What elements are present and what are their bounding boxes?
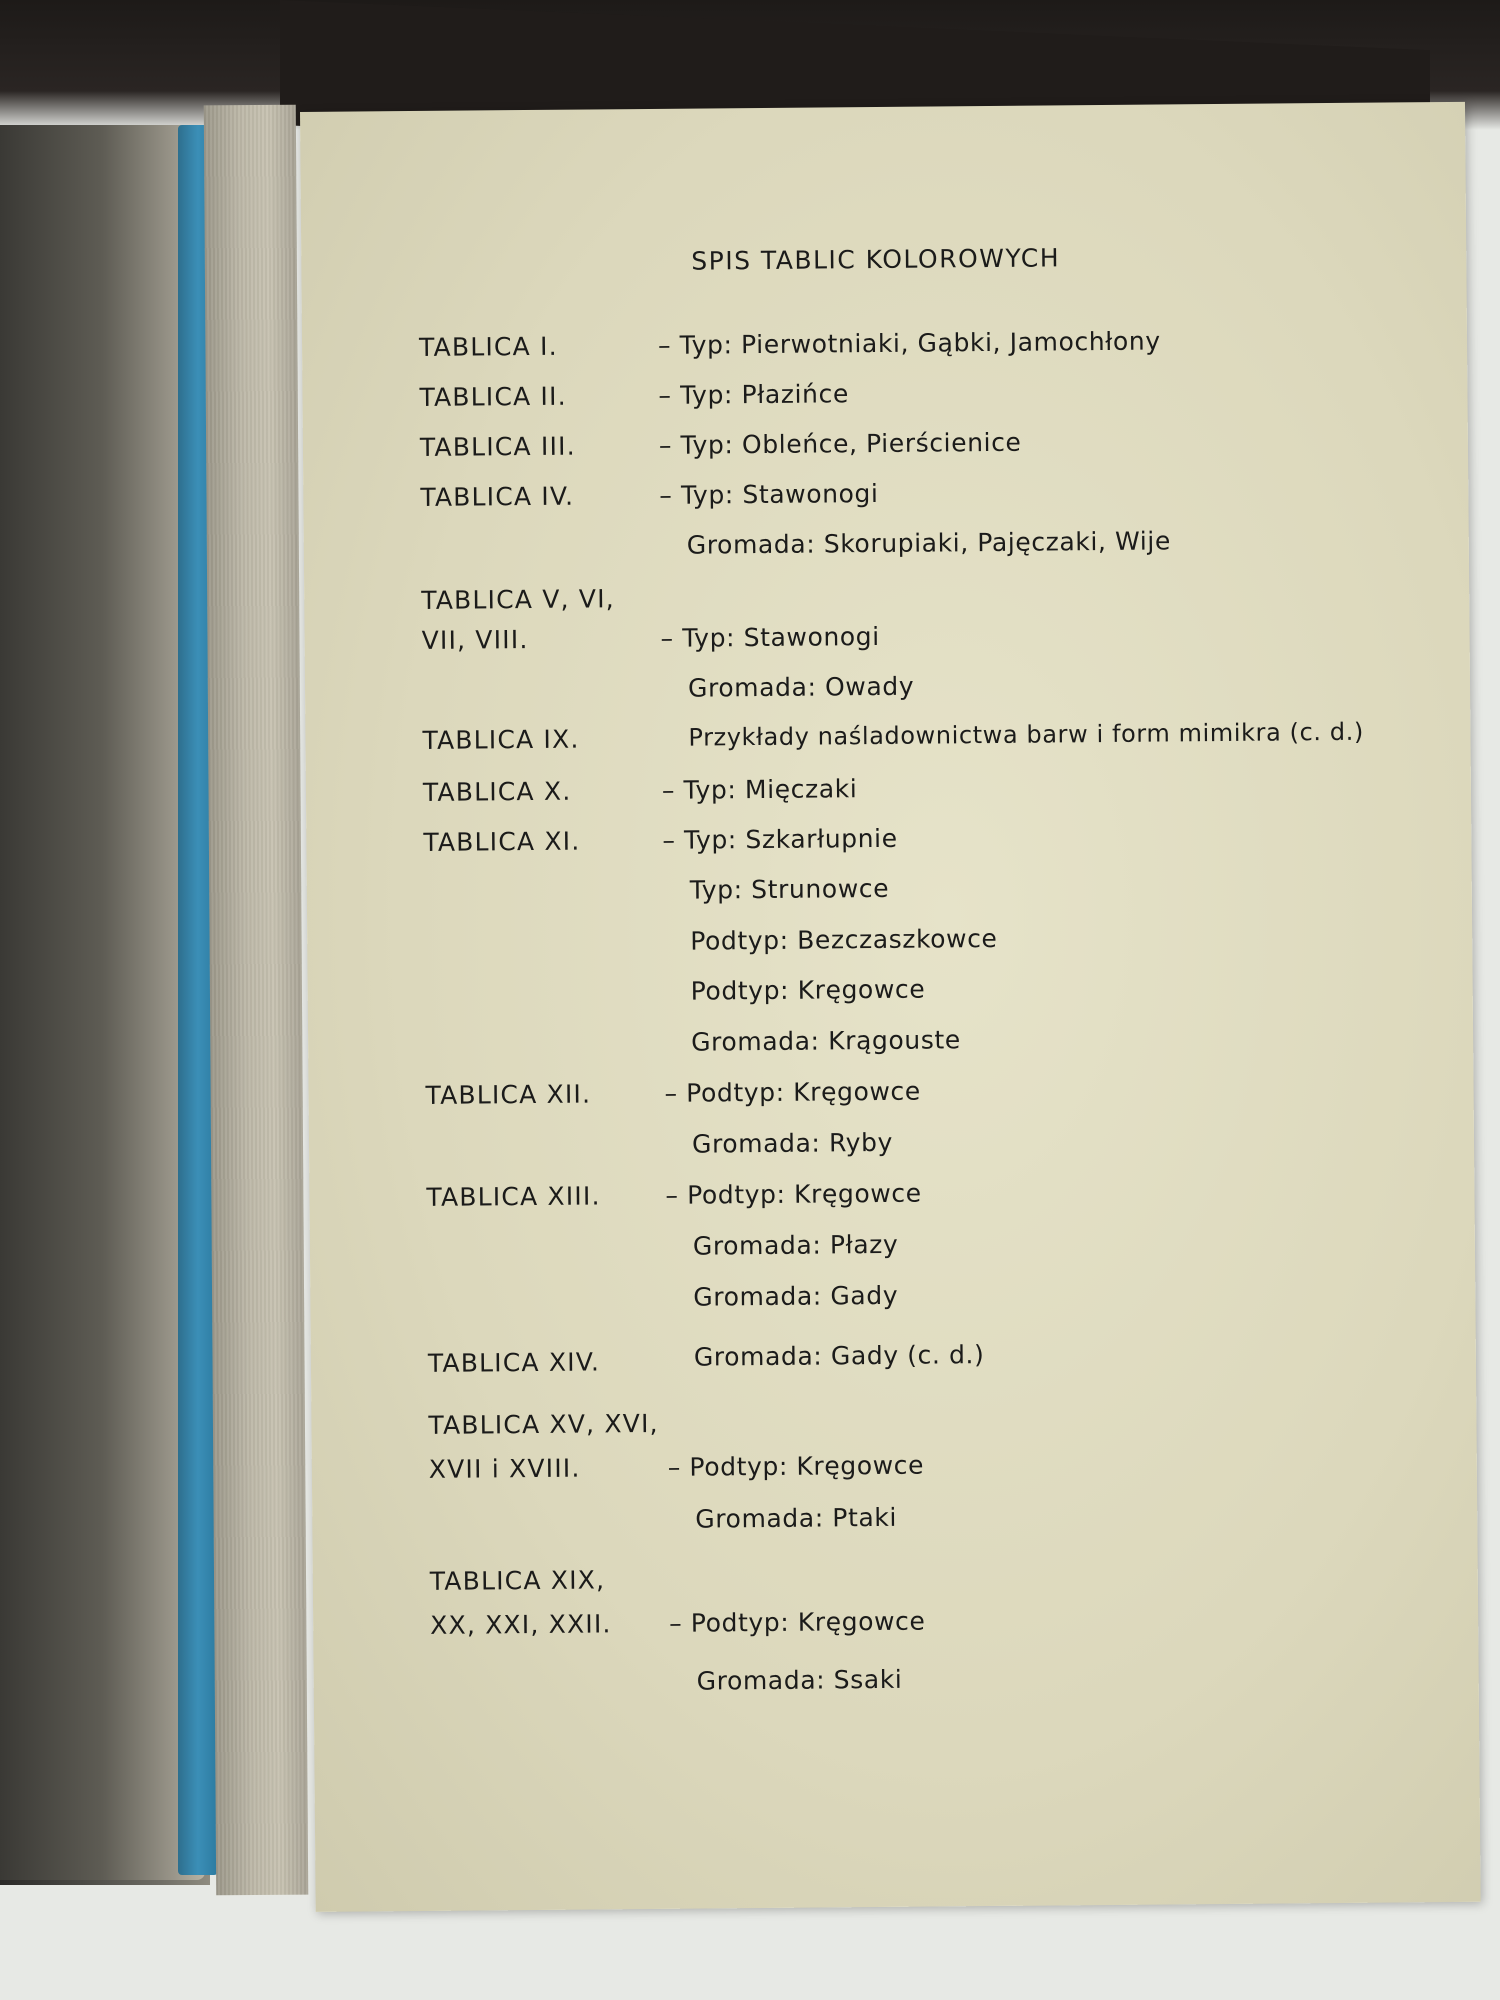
entry-label: TABLICA XIV.: [427, 1347, 601, 1378]
entry-description: Gromada: Gady: [693, 1280, 899, 1312]
entry-description: Gromada: Ptaki: [695, 1502, 898, 1534]
entry-label: TABLICA II.: [419, 381, 567, 412]
entry-description: – Podtyp: Kręgowce: [664, 1076, 921, 1108]
entry-description: Podtyp: Kręgowce: [690, 974, 926, 1006]
entry-label: TABLICA I.: [418, 331, 558, 362]
entry-description: Podtyp: Bezczaszkowce: [690, 923, 998, 956]
entry-label: TABLICA XV, XVI,: [428, 1408, 659, 1440]
entry-description: Gromada: Płazy: [692, 1229, 899, 1261]
entry-label: VII, VIII.: [421, 625, 529, 655]
entry-description: Gromada: Gady (c. d.): [693, 1340, 985, 1372]
entry-description: – Typ: Mięczaki: [661, 774, 858, 805]
book-spine: [204, 105, 308, 1896]
entry-label: TABLICA XI.: [423, 826, 581, 857]
entry-description: – Podtyp: Kręgowce: [669, 1606, 926, 1638]
entry-label: XX, XXI, XXII.: [430, 1609, 612, 1640]
entry-label: TABLICA IX.: [422, 724, 580, 755]
entry-description: Gromada: Ssaki: [696, 1664, 903, 1696]
entry-description: – Typ: Pierwotniaki, Gąbki, Jamochłony: [657, 326, 1161, 360]
entry-description: – Podtyp: Kręgowce: [665, 1178, 922, 1210]
entry-description: Gromada: Owady: [687, 671, 915, 703]
entry-label: TABLICA XIII.: [426, 1181, 601, 1212]
entry-description: Przykłady naśladownictwa barw i form mimikra (c. d.): [688, 717, 1364, 752]
entry-description: Gromada: Krągouste: [691, 1025, 961, 1057]
entry-description: – Typ: Obleńce, Pierścienice: [658, 427, 1022, 460]
page-title: SPIS TABLIC KOLOROWYCH: [691, 243, 1061, 276]
entry-description: – Typ: Płazińce: [658, 379, 850, 410]
entry-description: Gromada: Skorupiaki, Pajęczaki, Wije: [686, 526, 1172, 560]
left-page-edge: [0, 125, 205, 1880]
entry-label: TABLICA V, VI,: [421, 584, 615, 615]
entry-label: TABLICA X.: [422, 776, 572, 807]
entry-description: – Typ: Stawonogi: [660, 621, 880, 653]
entry-label: TABLICA XII.: [425, 1079, 592, 1110]
book-page: [300, 102, 1481, 1912]
entry-description: – Podtyp: Kręgowce: [667, 1450, 925, 1482]
entry-label: TABLICA IV.: [420, 481, 575, 512]
entry-description: Gromada: Ryby: [691, 1127, 894, 1159]
entry-description: – Typ: Szkarłupnie: [662, 823, 898, 855]
entry-description: Typ: Strunowce: [689, 873, 890, 905]
entry-label: TABLICA III.: [419, 431, 576, 462]
entry-label: XVII i XVIII.: [428, 1453, 581, 1484]
entry-description: – Typ: Stawonogi: [659, 478, 879, 510]
entry-label: TABLICA XIX,: [429, 1565, 606, 1596]
